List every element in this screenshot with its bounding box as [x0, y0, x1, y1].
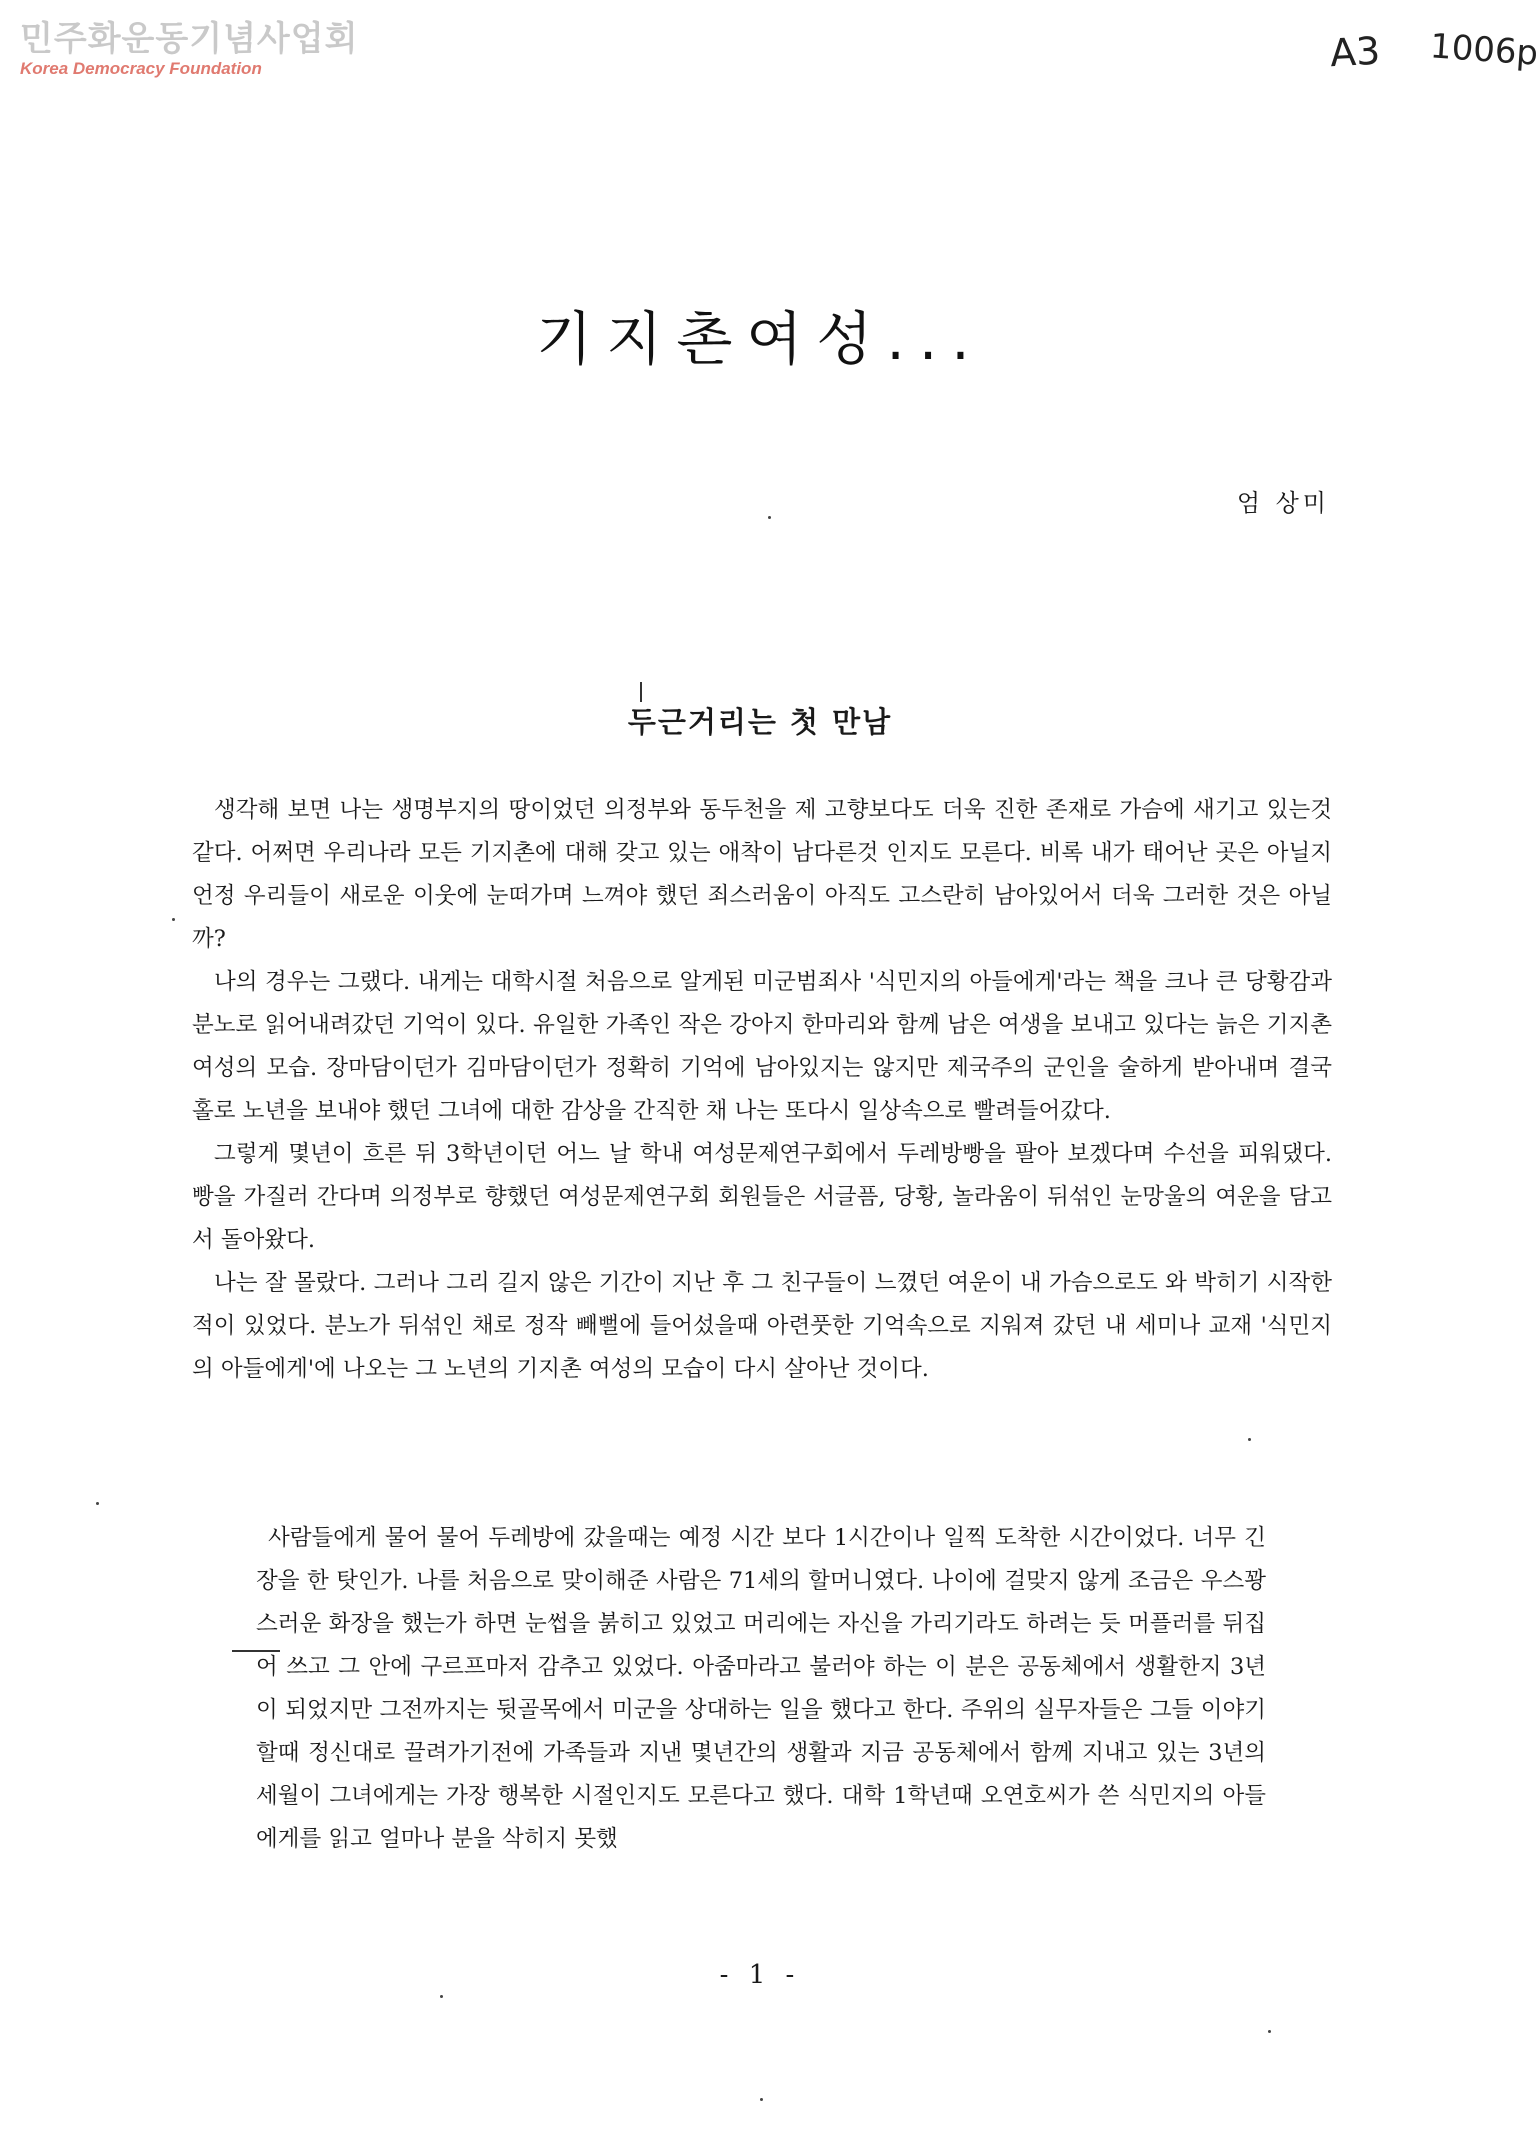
section-title: 두근거리는 첫 만남 [627, 705, 893, 739]
scan-speck [1268, 2030, 1271, 2033]
paragraph: 나의 경우는 그랬다. 내게는 대학시절 처음으로 알게된 미군범죄사 '식민지의 아들에게'라는 책을 크나 큰 당황감과 분노로 읽어내려갔던 기억이 있다. 유일한 가족인 작은 강아지 한마리와 함께 남은 여생을 보내고 있다는 늙은 기지촌 여성의 모습. 장마담이던가 김마담이던가 정확히 기억에 남아있지는 않지만 제국주의 군인을 술하게 받아내며 결국 홀로 노년을 보내야 했던 그녀에 대한 감상을 간직한 채 나는 또다시 일상속으로 빨려들어갔다. [192, 969, 1332, 1124]
handwritten-code: A3 [1328, 28, 1382, 76]
scan-speck [760, 2098, 763, 2101]
scan-mark [232, 1650, 280, 1652]
page-number: - 1 - [719, 1960, 801, 1990]
paragraph: 사람들에게 물어 물어 두레방에 갔을때는 예정 시간 보다 1시간이나 일찍 도착한 시간이었다. 너무 긴장을 한 탓인가. 나를 처음으로 맞이해준 사람은 71세의 할머니였다. 나이에 걸맞지 않게 조금은 우스꽝 스러운 화장을 했는가 하면 눈썹을 붉히고 있었고 머리에는 자신을 가리기라도 하려는 듯 머플러를 뒤집어 쓰고 그 안에 구르프마저 감추고 있었다. 아줌마라고 불러야 하는 이 분은 공동체에서 생활한지 3년이 되었지만 그전까지는 뒷골목에서 미군을 상대하는 일을 했다고 한다. 주위의 실무자들은 그들 이야기 할때 정신대로 끌려가기전에 가족들과 지낸 몇년간의 생활과 지금 공동체에서 함께 지내고 있는 3년의 세월이 그녀에게는 가장 행복한 시절인지도 모른다고 했다. 대학 1학년때 오연호씨가 쓴 식민지의 아들에게를 읽고 얼마나 분을 삭히지 못했 [256, 1525, 1266, 1852]
watermark-english: Korea Democracy Foundation [20, 59, 262, 78]
document-title: 기지촌여성... [536, 305, 984, 373]
scan-speck [440, 1995, 443, 1998]
scan-speck [172, 918, 175, 921]
author-name: 엄 상미 [1236, 489, 1330, 517]
interview-passage [256, 1517, 1266, 1861]
scan-speck [768, 516, 771, 519]
watermark-logo [20, 19, 359, 78]
handwritten-page-ref: 1006p [1428, 26, 1539, 74]
scan-mark [640, 682, 642, 702]
paragraph: 생각해 보면 나는 생명부지의 땅이었던 의정부와 동두천을 제 고향보다도 더욱 진한 존재로 가슴에 새기고 있는것 같다. 어쩌면 우리나라 모든 기지촌에 대해 갖고 있는 애착이 남다른것 인지도 모른다. 비록 내가 태어난 곳은 아닐지언정 우리들이 새로운 이웃에 눈떠가며 느껴야 했던 죄스러움이 아직도 고스란히 남아있어서 더욱 그러한 것은 아닐까? [192, 797, 1332, 952]
scan-speck [1248, 1438, 1251, 1441]
paragraph: 나는 잘 몰랐다. 그러나 그리 길지 않은 기간이 지난 후 그 친구들이 느꼈던 여운이 내 가슴으로도 와 박히기 시작한 적이 있었다. 분노가 뒤섞인 채로 정작 빼뻘에 들어섰을때 아련풋한 기억속으로 지워져 갔던 내 세미나 교재 '식민지의 아들에게'에 나오는 그 노년의 기지촌 여성의 모습이 다시 살아난 것이다. [192, 1270, 1332, 1382]
scan-speck [96, 1502, 99, 1505]
watermark-korean: 민주화운동기념사업회 [20, 19, 359, 59]
paragraph: 그렇게 몇년이 흐른 뒤 3학년이던 어느 날 학내 여성문제연구회에서 두레방빵을 팔아 보겠다며 수선을 피워댔다. 빵을 가질러 간다며 의정부로 향했던 여성문제연구회 회원들은 서글픔, 당황, 놀라움이 뒤섞인 눈망울의 여운을 담고서 돌아왔다. [192, 1141, 1332, 1253]
body-text [192, 789, 1332, 1391]
